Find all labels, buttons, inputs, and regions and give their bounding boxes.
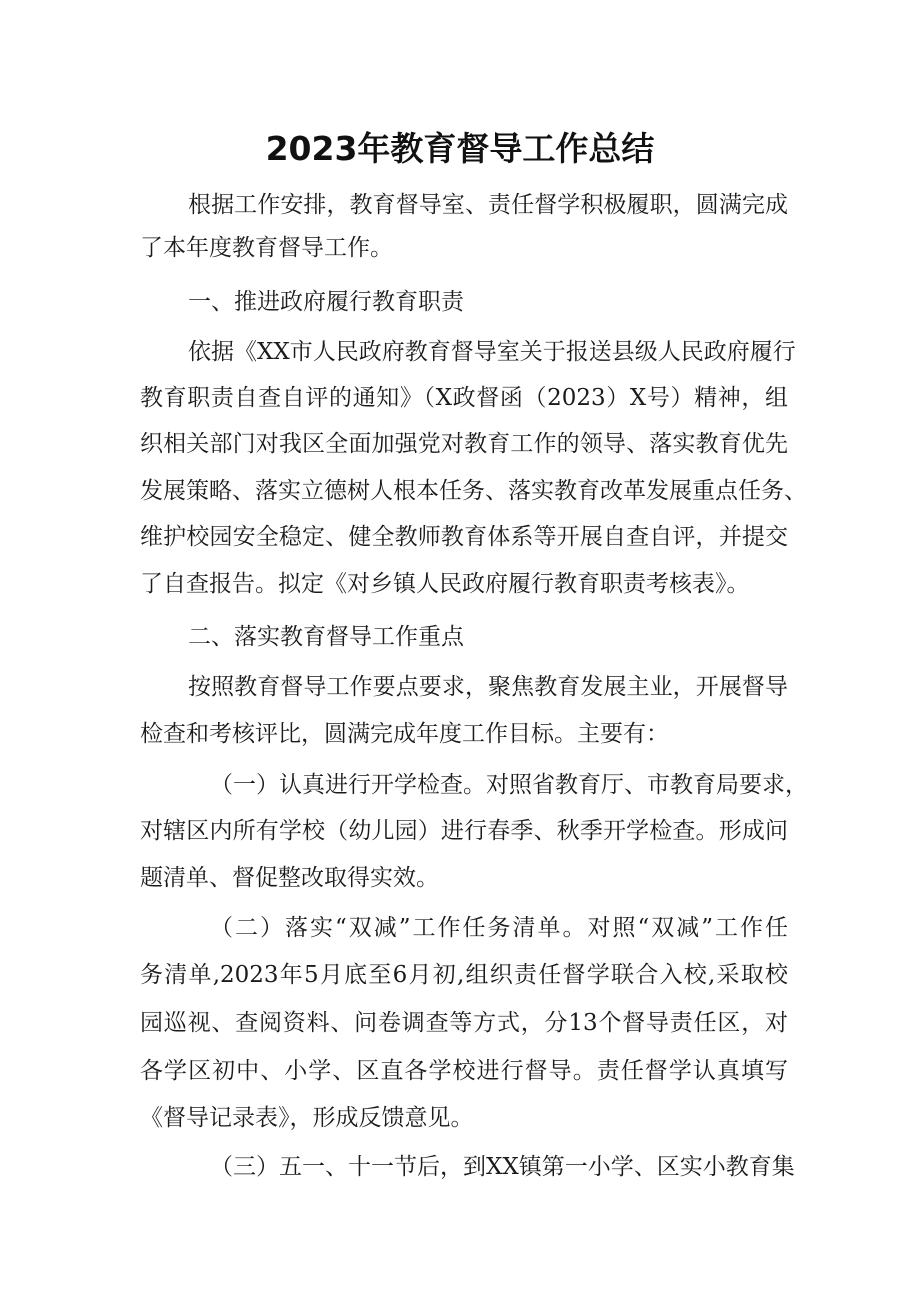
- paragraph-line: 了本年度教育督导工作。: [140, 235, 393, 261]
- paragraph-line: 各学区初中、小学、区直各学校进行督导。责任督学认真填写: [140, 1058, 788, 1084]
- paragraph-line: 教育职责自查自评的通知》（X政督函（2023）X号）精神，组: [140, 385, 788, 411]
- paragraph-line: （二）落实“双减”工作任务清单。对照“双减”工作任: [210, 915, 788, 941]
- paragraph-line: 园巡视、查阅资料、问卷调查等方式，分13个督导责任区，对: [140, 1010, 788, 1036]
- paragraph-line: 发展策略、落实立德树人根本任务、落实教育改革发展重点任务、: [140, 478, 807, 504]
- paragraph-line: 织相关部门对我区全面加强党对教育工作的领导、落实教育优先: [140, 431, 788, 457]
- document-title: 2023年教育督导工作总结: [265, 129, 655, 168]
- paragraph-line: 根据工作安排，教育督导室、责任督学积极履职，圆满完成: [188, 192, 788, 218]
- paragraph-line: 依据《XX市人民政府教育督导室关于报送县级人民政府履行: [188, 339, 796, 365]
- section-heading: 一、推进政府履行教育职责: [188, 289, 464, 315]
- paragraph-line: 了自查报告。拟定《对乡镇人民政府履行教育职责考核表》。: [140, 571, 750, 597]
- paragraph-line: （三）五一、十一节后，到XX镇第一小学、区实小教育集: [210, 1154, 795, 1180]
- paragraph-line: 对辖区内所有学校（幼儿园）进行春季、秋季开学检查。形成问: [140, 818, 788, 844]
- paragraph-line: 检查和考核评比，圆满完成年度工作目标。主要有：: [140, 721, 669, 747]
- paragraph-line: （一）认真进行开学检查。对照省教育厅、市教育局要求，: [210, 772, 808, 798]
- paragraph-line: 维护校园安全稳定、健全教师教育体系等开展自查自评，并提交: [140, 524, 788, 550]
- section-heading: 二、落实教育督导工作重点: [188, 624, 464, 650]
- paragraph-line: 《督导记录表》，形成反馈意见。: [140, 1105, 474, 1131]
- paragraph-line: 务清单,2023年5月底至6月初,组织责任督学联合入校,采取校: [140, 962, 788, 988]
- paragraph-line: 题清单、督促整改取得实效。: [140, 865, 439, 891]
- paragraph-line: 按照教育督导工作要点要求，聚焦教育发展主业，开展督导: [188, 674, 788, 700]
